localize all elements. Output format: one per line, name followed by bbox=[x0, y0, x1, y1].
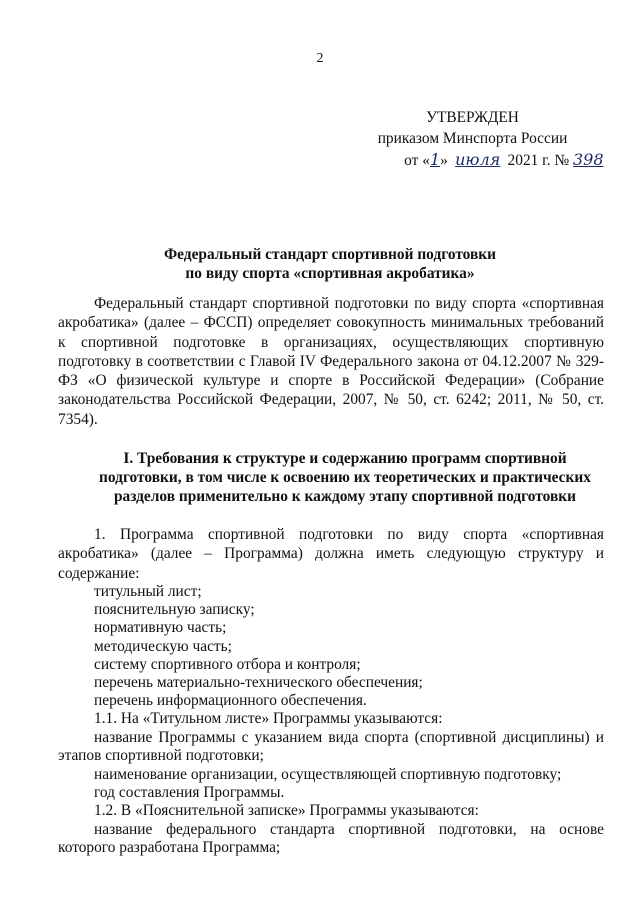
approved-by-order: приказом Минспорта России bbox=[377, 130, 568, 147]
approved-label: УТВЕРЖДЕН bbox=[426, 109, 519, 126]
structure-item: пояснительную записку; bbox=[94, 601, 255, 619]
order-month-handwritten: июля bbox=[455, 150, 501, 169]
structure-item: титульный лист; bbox=[94, 582, 202, 600]
title-page-item: наименование организации, осуществляющей спортивную подготовку; bbox=[94, 765, 562, 783]
structure-item: перечень материально-технического обеспечения; bbox=[94, 673, 423, 691]
structure-item: методическую часть; bbox=[94, 637, 232, 655]
document-body bbox=[58, 294, 604, 858]
approval-stamp bbox=[340, 107, 605, 170]
structure-item: перечень информационного обеспечения. bbox=[94, 692, 367, 710]
date-prefix: от « bbox=[404, 152, 430, 169]
page-number: 2 bbox=[316, 51, 324, 66]
explanatory-note-item: название федерального стандарта спортивной подготовки, на основе которого разработана Программа; bbox=[58, 820, 604, 857]
section-heading: I. Требования к структуре и содержанию программ спортивной подготовки, в том числе к освоению их теоретических и практических разделов применительно к каждому этапу спортивной подготовки bbox=[99, 450, 591, 506]
order-date-line bbox=[340, 149, 605, 170]
structure-item: нормативную часть; bbox=[94, 619, 227, 637]
title-page-item: название Программы с указанием вида спорта (спортивной дисциплины) и этапов спортивной подготовки; bbox=[58, 728, 604, 765]
order-day-handwritten: 1 bbox=[429, 150, 441, 169]
order-year: 2021 г. № bbox=[507, 152, 570, 169]
clause-1-1: 1.1. На «Титульном листе» Программы указываются: bbox=[94, 710, 443, 728]
clause-1: 1. Программа спортивной подготовки по виду спорта «спортивная акробатика» (далее – Программа) должна иметь следующую структуру и содержание: bbox=[58, 526, 604, 582]
structure-item: систему спортивного отбора и контроля; bbox=[94, 655, 361, 673]
date-day-close: » bbox=[440, 152, 448, 169]
intro-paragraph: Федеральный стандарт спортивной подготовки по виду спорта «спортивная акробатика» (далее – ФССП) определяет совокупность минимальных требований к спортивной подготовке в организациях, осуществляющих спортивную подготовку в соответствии с Главой IV Федерального закона от 04.12.2007 № 329-ФЗ «О физической культуре и спорте в Российской Федерации» (Собрание законодательства Российской Федерации, 2007, № 50, ст. 6242; 2011, № 50, ст. 7354). bbox=[58, 295, 604, 428]
document-title-line1: Федеральный стандарт спортивной подготовки bbox=[163, 246, 497, 263]
document-title-line2: по виду спорта «спортивная акробатика» bbox=[185, 265, 475, 282]
clause-1-2: 1.2. В «Пояснительной записке» Программы указываются: bbox=[94, 802, 479, 820]
document-title bbox=[60, 245, 600, 283]
order-number-handwritten: 398 bbox=[573, 150, 604, 169]
title-page-item: год составления Программы. bbox=[94, 784, 285, 802]
